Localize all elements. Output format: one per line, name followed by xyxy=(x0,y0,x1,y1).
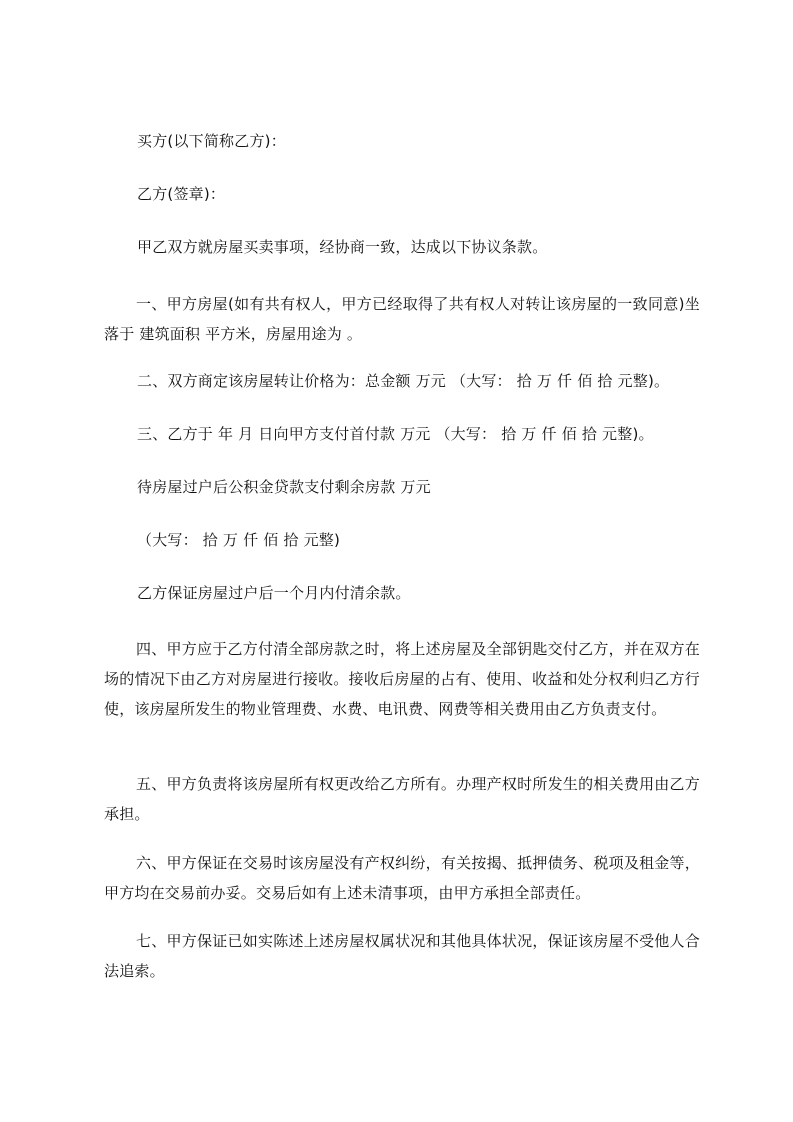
clause-5: 五、甲方负责将该房屋所有权更改给乙方所有。办理产权时所发生的相关费用由乙方承担。 xyxy=(104,775,700,823)
clause-7: 七、甲方保证已如实陈述上述房屋权属状况和其他具体状况，保证该房屋不受他人合法追索。 xyxy=(104,932,700,980)
clause-2: 二、双方商定该房屋转让价格为：总金额 万元 （大写： 拾 万 仟 佰 拾 元整)。 xyxy=(137,372,670,390)
clause-1: 一、甲方房屋(如有共有权人，甲方已经取得了共有权人对转让该房屋的一致同意)坐落于 建筑面积 平方米，房屋用途为 。 xyxy=(104,295,700,343)
balance-line: 乙方保证房屋过户后一个月内付清余款。 xyxy=(137,584,411,602)
intro-line: 甲乙双方就房屋买卖事项，经协商一致，达成以下协议条款。 xyxy=(137,238,548,256)
clause-3: 三、乙方于 年 月 日向甲方支付首付款 万元 （大写： 拾 万 仟 佰 拾 元整)。 xyxy=(137,425,654,443)
clause-6: 六、甲方保证在交易时该房屋没有产权纠纷，有关按揭、抵押债务、税项及租金等，甲方均在交易前办妥。交易后如有上述未清事项，由甲方承担全部责任。 xyxy=(104,854,700,902)
buyer-signature-line: 乙方(签章)： xyxy=(137,185,226,203)
buyer-line: 买方(以下简称乙方)： xyxy=(137,132,286,150)
loan-amount-words: （大写： 拾 万 仟 佰 拾 元整) xyxy=(137,531,341,549)
clause-4: 四、甲方应于乙方付清全部房款之时，将上述房屋及全部钥匙交付乙方，并在双方在场的情况下由乙方对房屋进行接收。接收后房屋的占有、使用、收益和处分权利归乙方行使，该房屋所发生的物业管理费、水费、电讯费、网费等相关费用由乙方负责支付。 xyxy=(104,640,700,718)
loan-line: 待房屋过户后公积金贷款支付剩余房款 万元 xyxy=(137,478,431,496)
